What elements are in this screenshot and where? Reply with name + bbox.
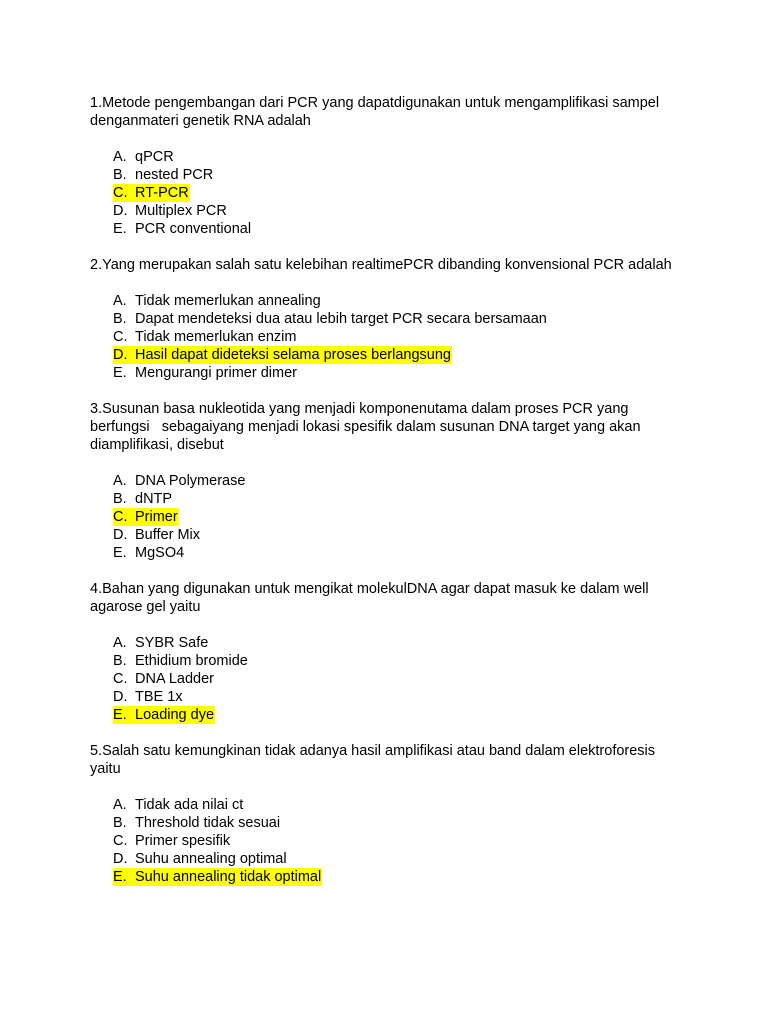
option-e (113, 706, 688, 724)
option-text: Threshold tidak sesuai (135, 815, 281, 831)
option-b (113, 652, 688, 670)
option-d (113, 850, 688, 868)
option-c (113, 670, 688, 688)
option-d (113, 526, 688, 544)
option-letter: D. (113, 689, 128, 705)
option-b (113, 490, 688, 508)
option-letter: E. (113, 221, 127, 237)
question-1 (90, 94, 688, 238)
option-letter: A. (113, 293, 127, 309)
option-a (113, 292, 688, 310)
option-letter: D. (113, 527, 128, 543)
question-text: 2.Yang merupakan salah satu kelebihan realtimePCR dibanding konvensional PCR adalah (90, 257, 672, 273)
option-text: Primer spesifik (135, 833, 231, 849)
option-content (113, 472, 246, 490)
option-text: Buffer Mix (135, 527, 201, 543)
option-list (90, 796, 688, 886)
option-list (90, 634, 688, 724)
option-list (90, 148, 688, 238)
option-text: Suhu annealing tidak optimal (135, 869, 322, 885)
option-a (113, 796, 688, 814)
option-text: Hasil dapat dideteksi selama proses berlangsung (135, 347, 451, 363)
highlighted-answer (113, 706, 215, 724)
question-5 (90, 742, 688, 886)
option-d (113, 688, 688, 706)
option-letter: D. (113, 347, 128, 363)
highlighted-answer (113, 868, 322, 886)
option-letter: D. (113, 851, 128, 867)
option-text: Primer (135, 509, 178, 525)
option-content (113, 814, 281, 832)
option-letter: A. (113, 473, 127, 489)
highlighted-answer (113, 508, 179, 526)
option-content (113, 166, 214, 184)
option-text: Dapat mendeteksi dua atau lebih target PCR secara bersamaan (135, 311, 547, 327)
option-content (113, 526, 201, 544)
option-content (113, 328, 297, 346)
option-letter: D. (113, 203, 128, 219)
option-text: RT-PCR (135, 185, 189, 201)
option-list (90, 472, 688, 562)
option-letter: A. (113, 797, 127, 813)
option-letter: E. (113, 707, 127, 723)
option-letter: C. (113, 329, 128, 345)
option-e (113, 364, 688, 382)
option-list (90, 292, 688, 382)
question-3 (90, 400, 688, 562)
option-text: Tidak ada nilai ct (135, 797, 244, 813)
option-letter: C. (113, 833, 128, 849)
highlighted-answer (113, 184, 190, 202)
option-a (113, 148, 688, 166)
option-b (113, 310, 688, 328)
option-text: MgSO4 (135, 545, 185, 561)
option-letter: B. (113, 653, 127, 669)
option-content (113, 796, 244, 814)
option-text: Suhu annealing optimal (135, 851, 287, 867)
option-content (113, 364, 298, 382)
question-text: 3.Susunan basa nukleotida yang menjadi komponenutama dalam proses PCR yang berfungsi sebagaiyang menjadi lokasi spesifik dalam susunan DNA target yang akan diamplifikasi, disebut (90, 401, 645, 453)
option-e (113, 220, 688, 238)
option-content (113, 670, 215, 688)
option-letter: B. (113, 167, 127, 183)
option-letter: A. (113, 149, 127, 165)
option-letter: C. (113, 671, 128, 687)
option-content (113, 544, 185, 562)
option-d (113, 346, 688, 364)
option-text: SYBR Safe (135, 635, 209, 651)
option-text: dNTP (135, 491, 173, 507)
option-text: PCR conventional (135, 221, 252, 237)
question-4 (90, 580, 688, 724)
option-content (113, 220, 252, 238)
option-c (113, 184, 688, 202)
option-text: Loading dye (135, 707, 215, 723)
option-content (113, 688, 184, 706)
option-text: Tidak memerlukan enzim (135, 329, 297, 345)
option-e (113, 544, 688, 562)
option-content (113, 490, 173, 508)
option-text: Tidak memerlukan annealing (135, 293, 321, 309)
option-letter: C. (113, 509, 128, 525)
option-text: nested PCR (135, 167, 214, 183)
option-text: DNA Ladder (135, 671, 214, 687)
option-content (113, 850, 288, 868)
option-text: Mengurangi primer dimer (135, 365, 297, 381)
option-letter: B. (113, 491, 127, 507)
option-a (113, 634, 688, 652)
option-letter: B. (113, 815, 127, 831)
highlighted-answer (113, 346, 452, 364)
option-e (113, 868, 688, 886)
option-text: qPCR (135, 149, 174, 165)
option-text: TBE 1x (135, 689, 183, 705)
option-letter: A. (113, 635, 127, 651)
option-c (113, 328, 688, 346)
option-c (113, 508, 688, 526)
option-b (113, 166, 688, 184)
option-b (113, 814, 688, 832)
option-text: DNA Polymerase (135, 473, 246, 489)
option-content (113, 652, 249, 670)
option-content (113, 634, 209, 652)
option-content (113, 202, 228, 220)
option-text: Multiplex PCR (135, 203, 227, 219)
option-a (113, 472, 688, 490)
option-letter: E. (113, 869, 127, 885)
option-d (113, 202, 688, 220)
option-letter: E. (113, 545, 127, 561)
option-content (113, 292, 322, 310)
question-2 (90, 256, 688, 382)
question-text: 5.Salah satu kemungkinan tidak adanya hasil amplifikasi atau band dalam elektroforesis yaitu (90, 743, 660, 777)
question-text: 4.Bahan yang digunakan untuk mengikat molekulDNA agar dapat masuk ke dalam well agarose gel yaitu (90, 581, 653, 615)
option-letter: C. (113, 185, 128, 201)
option-c (113, 832, 688, 850)
option-content (113, 148, 175, 166)
option-letter: B. (113, 311, 127, 327)
option-letter: E. (113, 365, 127, 381)
option-content (113, 832, 231, 850)
question-text: 1.Metode pengembangan dari PCR yang dapatdigunakan untuk mengamplifikasi sampel denganmateri genetik RNA adalah (90, 95, 664, 129)
option-text: Ethidium bromide (135, 653, 248, 669)
option-content (113, 310, 548, 328)
